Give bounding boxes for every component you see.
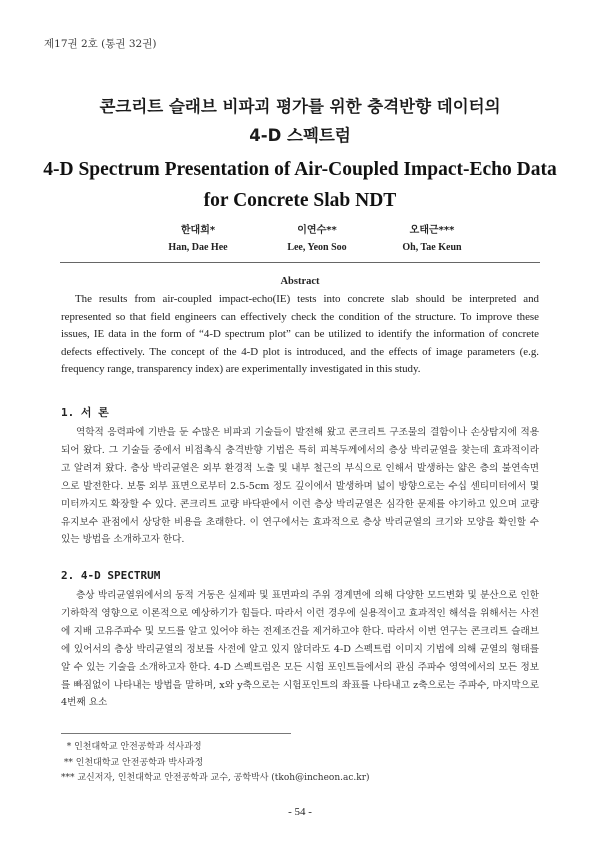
english-title xyxy=(40,154,560,216)
korean-title-line-1: 콘크리트 슬래브 비파괴 평가를 위한 충격반향 데이터의 xyxy=(99,97,501,116)
footnote-divider xyxy=(61,733,291,734)
abstract-heading: Abstract xyxy=(280,276,320,287)
english-title-line-1: 4-D Spectrum Presentation of Air-Coupled Impact-Echo Data xyxy=(43,159,557,180)
author-korean-name: 한대희* xyxy=(180,225,216,236)
author-english-name: Oh, Tae Keun xyxy=(402,242,462,253)
korean-title-line-2: 4-D 스펙트럼 xyxy=(249,126,351,145)
author-english-name: Han, Dae Hee xyxy=(168,242,228,253)
author-korean-name: 오태근*** xyxy=(409,225,455,236)
footnote: * 인천대학교 안전공학과 석사과정 xyxy=(61,742,202,752)
section-body-introduction: 역학적 응력파에 기반을 둔 수많은 비파괴 기술들이 발전해 왔고 콘크리트 구조물의 결함이나 손상탐지에 적용되어 왔다. 그 기술들 중에서 비접촉식 충격반향 기법은 특히 피복두께에서의 층상 박리균열을 찾는데 효과적이라고 알려져 왔다. 층상 박리균열은 외부 환경적 노출 및 내부 철근의 부식으로 인해서 발생하는 얇은 층의 불연속면으로 발전한다. 보통 외부 표면으로부터 2.5-5cm 정도 깊이에서 발생하며 넓이 방향으로는 수십 센티미터에서 몇 미터까지도 확장할 수 있다. 콘크리트 교량 바닥판에서 이런 층상 박리균열은 심각한 문제를 야기하고 있으며 교량 유지보수 관점에서 상당한 비용을 초래한다. 이 연구에서는 효과적으로 층상 박리균열의 크기와 모양을 확인할 수 있는 방법을 소개하고자 한다. xyxy=(61,427,539,546)
korean-title xyxy=(40,92,560,150)
section-body-4d-spectrum: 층상 박리균열위에서의 동적 거동은 실제파 및 표면파의 주위 경계면에 의해 다양한 모드변화 및 분산으로 인한 기하학적 영향으로 이론적으로 예상하기가 힘들다. 따라서 이런 경우에 실용적이고 효과적인 해석을 위해서는 사전에 지배 고유주파수 및 모드를 알고 있어야 하는 전제조건을 제거하고야 한다. 따라서 이번 연구는 콘크리트 슬래브에 있어서의 층상 박리균열의 정보를 사전에 알고 있지 않더라도 4-D 스펙트럼 이미지 기법에 의해 균열의 형태를 알 수 있는 기술을 소개하고자 한다. 4-D 스펙트럼은 모든 시험 포인트들에서의 관심 주파수 영역에서의 모든 정보를 빠짐없이 나타내는 방법을 말하며, x와 y축으로는 시험포인트의 좌표를 나타내고 z축으로는 주파수, 마지막으로 4번째 요소 xyxy=(61,590,539,709)
author-korean-name: 이연수** xyxy=(297,225,337,236)
section-heading-4d-spectrum: 2. 4-D SPECTRUM xyxy=(61,569,161,582)
page-number: - 54 - xyxy=(288,806,312,818)
footnote: ** 인천대학교 안전공학과 박사과정 xyxy=(61,757,204,768)
author-english-name: Lee, Yeon Soo xyxy=(287,242,347,253)
footnotes xyxy=(61,740,370,787)
author xyxy=(362,222,502,256)
abstract-text: The results from air-coupled impact-echo(IE) tests into concrete slab should be interpreted and represented so that field engineers can effectively check the condition of the structure. To improve these issues, IE data in the form of “4-D spectrum plot” can be utilized to identify the information of concrete defects effectively. The concept of the 4-D plot is introduced, and the effects of image parameters (e.g. frequency range, transparency index) are experimentally investigated in this study. xyxy=(61,293,539,376)
journal-issue: 제17권 2호 (통권 32권) xyxy=(44,38,157,50)
section-heading-introduction: 1. 서 론 xyxy=(61,406,109,419)
footnote: *** 교신저자, 인천대학교 안전공학과 교수, 공학박사 (tkoh@incheon.ac.kr) xyxy=(61,773,370,783)
english-title-line-2: for Concrete Slab NDT xyxy=(203,190,397,211)
header-divider xyxy=(60,262,540,263)
